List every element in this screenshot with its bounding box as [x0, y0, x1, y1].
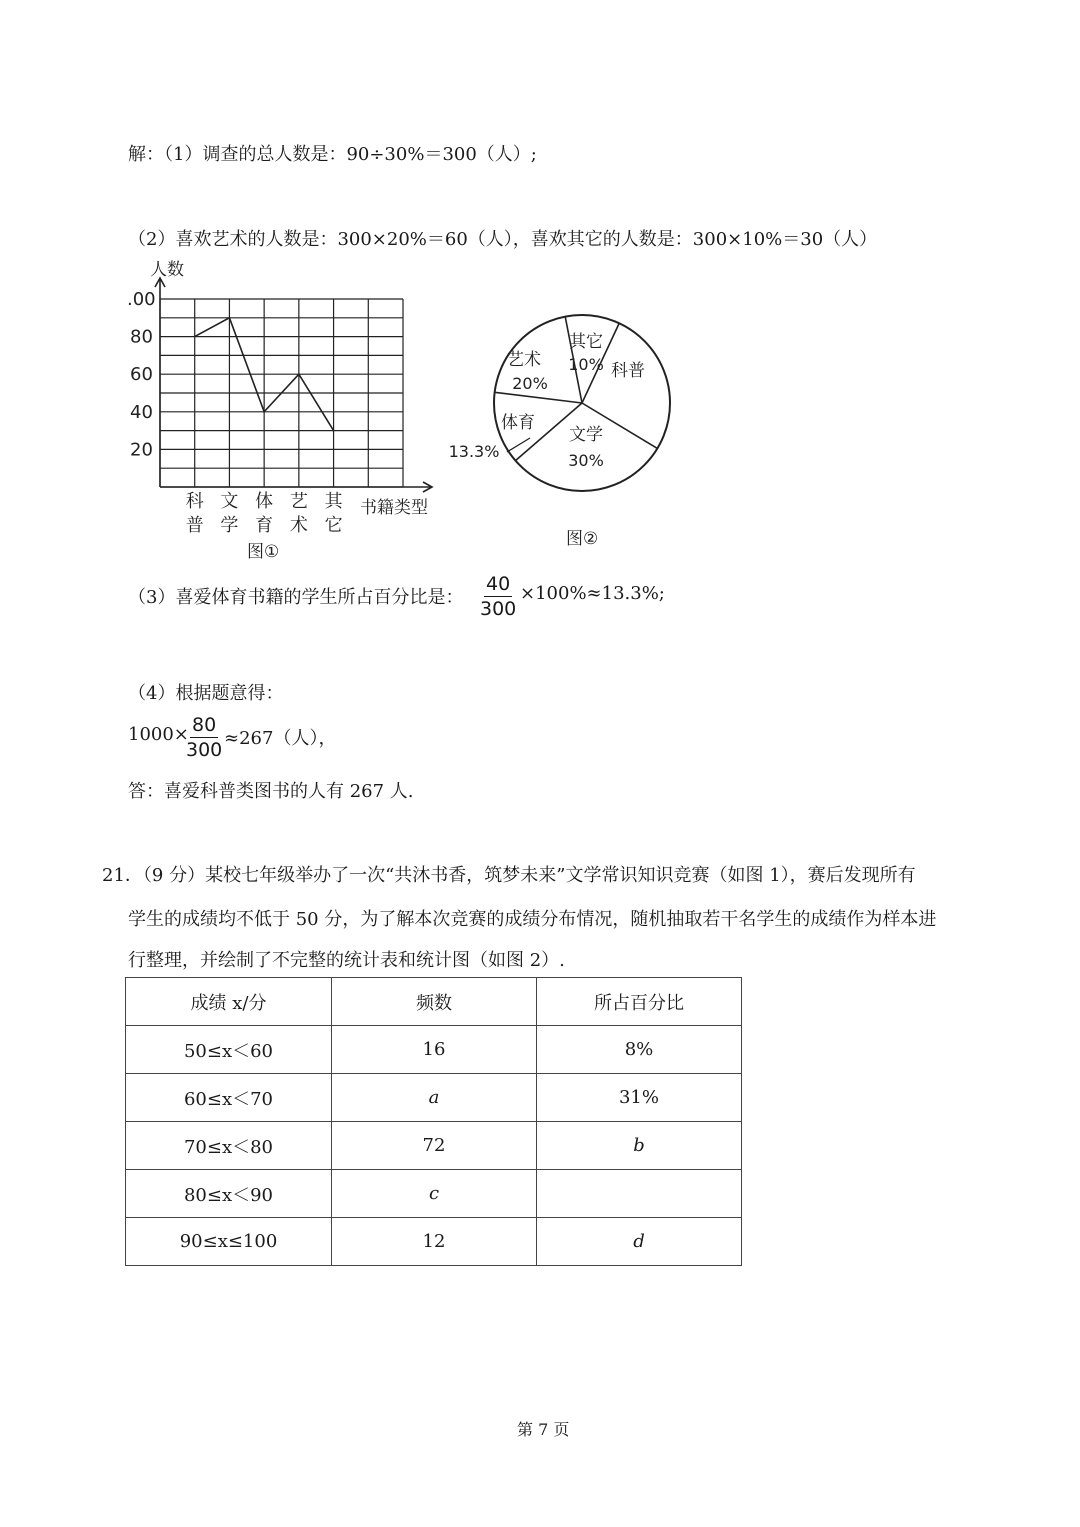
fraction-40-300 [480, 573, 516, 620]
category-label: 普 [185, 515, 204, 536]
table-cell: 12 [332, 1218, 537, 1266]
table-header-row [126, 978, 742, 1026]
solution-part4-suffix: ≈267（人）， [224, 728, 337, 749]
category-label: 体 [255, 491, 274, 512]
category-label: 育 [255, 515, 274, 536]
x-axis-label: 书籍类型 [360, 498, 428, 518]
fraction-numerator: 80 [192, 714, 217, 736]
slice-label: 文学 [569, 425, 603, 445]
category-label: 学 [220, 515, 239, 536]
table-cell: 31% [537, 1074, 742, 1122]
solution-part3-prefix: （3）喜爱体育书籍的学生所占百分比是： [128, 587, 464, 608]
data-point [263, 411, 265, 413]
category-label: 它 [324, 515, 343, 536]
fraction-numerator: 40 [486, 573, 511, 595]
question21-line3: 行整理，并绘制了不完整的统计表和统计图（如图 2）. [128, 950, 565, 971]
chart-axes [155, 278, 432, 492]
y-tick-label: .00 [127, 289, 156, 310]
table-row [126, 1026, 742, 1074]
slice-label: 其它 [569, 332, 603, 352]
solution-part2: （2）喜欢艺术的人数是：300×20%＝60（人），喜欢其它的人数是：300×10%＝30（人） [128, 229, 878, 250]
slice-value-label: 10% [568, 355, 604, 374]
slice-label: 体育 [501, 413, 535, 433]
y-tick-label: 40 [130, 401, 153, 423]
table-cell: a [332, 1074, 537, 1122]
table-cell: d [537, 1218, 742, 1266]
data-point [194, 336, 196, 338]
table-cell: 80≤x＜90 [126, 1170, 332, 1218]
table-row [126, 1218, 742, 1266]
table-cell: 70≤x＜80 [126, 1122, 332, 1170]
table-cell: c [332, 1170, 537, 1218]
table-header: 成绩 x/分 [126, 978, 332, 1026]
page-number: 第 7 页 [517, 1420, 570, 1439]
table-cell: 50≤x＜60 [126, 1026, 332, 1074]
y-axis-label: 人数 [150, 260, 184, 280]
table-cell: b [537, 1122, 742, 1170]
pie-labels [449, 331, 645, 470]
answer-text: 答：喜爱科普类图书的人有 267 人. [128, 781, 414, 802]
score-table [125, 977, 742, 1266]
question21-line1: 21．（9 分）某校七年级举办了一次“共沐书香，筑梦未来”文学常识知识竞赛（如图 1），赛后发现所有 [102, 865, 916, 886]
category-labels [186, 491, 344, 536]
table-cell: 8% [537, 1026, 742, 1074]
y-tick-label: 60 [130, 364, 153, 386]
figure2-caption: 图② [566, 529, 599, 549]
table-cell [537, 1170, 742, 1218]
fraction-80-300 [186, 714, 222, 761]
category-label: 艺 [289, 491, 308, 512]
fraction-denominator: 300 [186, 739, 223, 761]
slice-label: 艺术 [507, 350, 541, 370]
slice-label: 科普 [611, 361, 645, 381]
data-point [298, 373, 300, 375]
slice-value-label: 20% [512, 374, 548, 393]
slice-value-label: 30% [568, 451, 604, 470]
category-label: 科 [185, 491, 204, 512]
table-cell: 60≤x＜70 [126, 1074, 332, 1122]
solution-part4-title: （4）根据题意得： [128, 683, 284, 704]
table-cell: 16 [332, 1026, 537, 1074]
solution-part3-suffix: ×100%≈13.3%; [520, 583, 665, 604]
table-row [126, 1074, 742, 1122]
y-tick-labels [127, 289, 156, 460]
figure1-caption: 图① [247, 542, 280, 562]
y-tick-label: 80 [130, 326, 153, 348]
leader-line [507, 438, 530, 452]
slice-value-label: 13.3% [448, 442, 500, 461]
table-cell: 72 [332, 1122, 537, 1170]
fraction-denominator: 300 [480, 598, 517, 620]
pie-chart-figure2 [440, 262, 680, 562]
data-point [229, 317, 231, 319]
table-header: 频数 [332, 978, 537, 1026]
slice-boundary [495, 392, 582, 403]
question21-line2: 学生的成绩均不低于 50 分，为了解本次竞赛的成绩分布情况，随机抽取若干名学生的成绩作为样本进 [128, 909, 937, 930]
line-chart-figure1 [125, 255, 455, 565]
table-row [126, 1122, 742, 1170]
category-label: 术 [289, 515, 308, 536]
category-label: 文 [220, 491, 239, 512]
table-header: 所占百分比 [537, 978, 742, 1026]
table-row [126, 1170, 742, 1218]
table-cell: 90≤x≤100 [126, 1218, 332, 1266]
solution-part1: 解：（1）调查的总人数是：90÷30%＝300（人）; [128, 144, 537, 165]
category-label: 其 [324, 491, 343, 512]
solution-part4-prefix: 1000× [128, 724, 189, 745]
y-tick-label: 20 [130, 439, 153, 461]
data-point [333, 430, 335, 432]
